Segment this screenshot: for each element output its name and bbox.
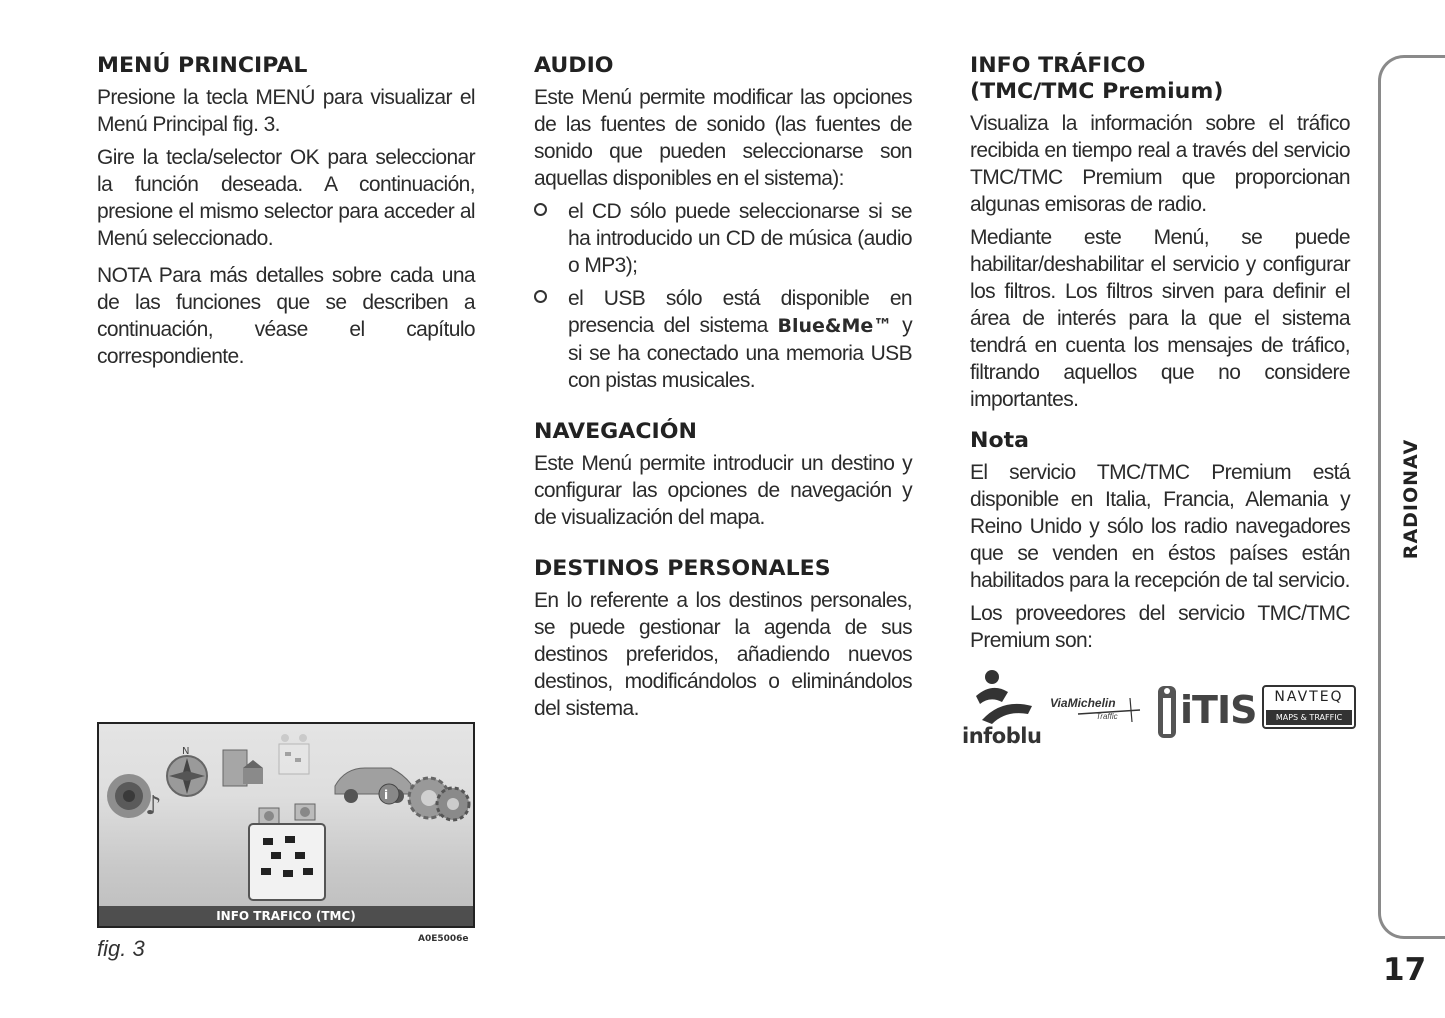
viamichelin-line-icon [962,668,1152,728]
audio-bullet-list [534,198,912,394]
list-item: el USB sólo está disponible en presencia del sistema Blue&Me™ y si se ha conectado una memoria USB con pistas musicales. [534,285,912,394]
svg-text:♪: ♪ [145,791,162,821]
traffic-info-selected-icon [249,804,325,900]
page-number: 17 [1383,952,1427,988]
paragraph: Este Menú permite modificar las opciones de las fuentes de sonido (las fuentes de sonido que pueden seleccionarse son aquellas disponibles en el sistema): [534,86,912,190]
heading-nota: Nota [970,428,1030,452]
provider-logos: infoblu ViaMichelin Traffic iTIS NAVTEQ MAPS & TRAFFIC [962,668,1357,752]
compass-icon [167,746,207,796]
settings-gear-icon [409,778,469,820]
traffic-sign-small-icon [279,734,309,774]
svg-text:i: i [384,788,389,802]
heading-audio: AUDIO [534,53,614,77]
blue-and-me-brand: Blue&Me™ [777,315,893,337]
svg-text:N: N [182,746,190,757]
paragraph: En lo referente a los destinos personales, se puede gestionar la agenda de sus destinos preferidos, añadiendo nuevos destinos, modificándolos o eliminándolos del sistema. [534,589,912,720]
screen-label-bar: INFO TRAFICO (TMC) [99,906,473,926]
heading-navegacion: NAVEGACIÓN [534,419,697,443]
car-icon [335,768,411,804]
circle-bullet-icon [534,290,547,303]
paragraph: Los proveedores del servicio TMC/TMC Premium son: [970,602,1350,652]
figure-caption: fig. 3 [97,936,145,961]
paragraph: Este Menú permite introducir un destino y configurar las opciones de navegación y de visualización del mapa. [534,452,912,529]
navteq-logo: NAVTEQ MAPS & TRAFFIC [1262,685,1356,729]
audio-speaker-icon [107,774,162,821]
infoblu-logo: infoblu [962,668,1044,752]
column-3 [970,52,1350,660]
paragraph: El servicio TMC/TMC Premium está disponible en Italia, Francia, Alemania y Reino Unido y sólo los radio navegadores que se venden en éstos países están habilitados para la recepción de tal servicio. [970,461,1350,592]
paragraph: Mediante este Menú, se puede habilitar/deshabilitar el servicio y configurar los filtros. Los filtros sirven para definir el área de interés para la que el sistema tendrá en cuenta los mensajes de tráfico, filtrando aquellos que no considere importantes. [970,226,1350,411]
menu-icons-illustration [99,724,473,906]
figure-radio-menu-screen [97,722,475,928]
paragraph: Visualiza la información sobre el tráfico recibida en tiempo real a través del servicio TMC/TMC Premium que proporcionan algunas emisoras de radio. [970,112,1350,216]
circle-bullet-icon [534,203,547,216]
note-paragraph: NOTA Para más detalles sobre cada una de las funciones que se describen a continuación, véase el capítulo correspondiente. [97,264,475,368]
paragraph: Presione la tecla MENÚ para visualizar el Menú Principal fig. 3. [97,86,475,136]
column-1 [97,52,475,376]
heading-menu-principal: MENÚ PRINCIPAL [97,53,308,77]
heading-info-trafico: INFO TRÁFICO [970,53,1146,77]
figure-code: A0E5006e [418,934,469,944]
address-book-icon [223,750,263,786]
heading-tmc-premium: (TMC/TMC Premium) [970,79,1224,103]
column-2 [534,52,912,728]
heading-destinos-personales: DESTINOS PERSONALES [534,556,831,580]
paragraph: Gire la tecla/selector OK para seleccionar la función deseada. A continuación, presione el mismo selector para acceder al Menú seleccionado. [97,146,475,250]
list-item: el CD sólo puede seleccionarse si se ha introducido un CD de música (audio o MP3); [534,198,912,279]
